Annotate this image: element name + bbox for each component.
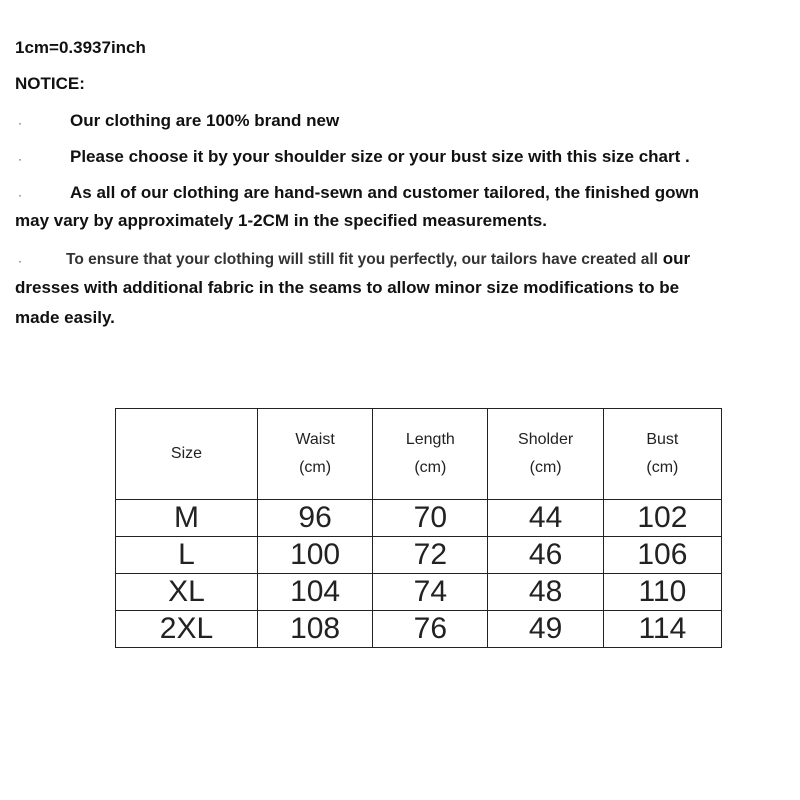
cell-waist: 100 [257, 537, 372, 574]
notice-title: NOTICE: [15, 74, 85, 93]
header-waist-label: Waist [295, 431, 335, 448]
header-length-unit: (cm) [414, 459, 447, 476]
cell-waist: 96 [257, 500, 372, 537]
header-waist [257, 409, 372, 500]
size-chart-table [115, 408, 722, 648]
cell-waist: 104 [257, 574, 372, 611]
notice-line-5 [66, 249, 690, 270]
notice-line-1: Our clothing are 100% brand new [70, 111, 340, 130]
table-header-row [116, 409, 722, 500]
cell-shoulder: 46 [488, 537, 603, 574]
conversion-note: 1cm=0.3937inch [15, 38, 146, 57]
bullet-3: · [18, 188, 22, 202]
header-shoulder-label: Sholder [518, 431, 574, 448]
cell-shoulder: 49 [488, 611, 603, 648]
table-row [116, 500, 722, 537]
cell-shoulder: 44 [488, 500, 603, 537]
bullet-1: · [18, 116, 22, 130]
cell-size: M [116, 500, 258, 537]
cell-bust: 102 [603, 500, 721, 537]
header-bust-label: Bust [646, 431, 679, 448]
cell-size: 2XL [116, 611, 258, 648]
table-row [116, 574, 722, 611]
bullet-2: · [18, 152, 22, 166]
header-size-label: Size [170, 445, 203, 462]
notice-line-3: As all of our clothing are hand-sewn and customer tailored, the finished gown [70, 183, 700, 202]
notice-line-5-main: To ensure that your clothing will still fit you perfectly, our tailors have created all [66, 251, 658, 268]
notice-line-5-tail: our [662, 249, 691, 268]
cell-length: 76 [373, 611, 488, 648]
bullet-4: · [18, 254, 22, 268]
cell-size: L [116, 537, 258, 574]
header-waist-unit: (cm) [299, 459, 332, 476]
table-row [116, 611, 722, 648]
header-bust [603, 409, 721, 500]
header-shoulder [488, 409, 603, 500]
notice-line-6: dresses with additional fabric in the seams to allow minor size modifications to be [15, 278, 680, 297]
cell-bust: 106 [603, 537, 721, 574]
cell-shoulder: 48 [488, 574, 603, 611]
cell-waist: 108 [257, 611, 372, 648]
header-length-label: Length [405, 431, 455, 448]
header-bust-unit: (cm) [646, 459, 679, 476]
notice-line-2: Please choose it by your shoulder size or your bust size with this size chart . [70, 147, 690, 166]
header-length [373, 409, 488, 500]
notice-line-4: may vary by approximately 1-2CM in the specified measurements. [15, 211, 547, 230]
notice-line-7: made easily. [15, 308, 115, 327]
cell-bust: 110 [603, 574, 721, 611]
cell-size: XL [116, 574, 258, 611]
header-shoulder-unit: (cm) [529, 459, 562, 476]
header-size [116, 409, 258, 500]
cell-length: 70 [373, 500, 488, 537]
cell-bust: 114 [603, 611, 721, 648]
cell-length: 72 [373, 537, 488, 574]
table-row [116, 537, 722, 574]
cell-length: 74 [373, 574, 488, 611]
